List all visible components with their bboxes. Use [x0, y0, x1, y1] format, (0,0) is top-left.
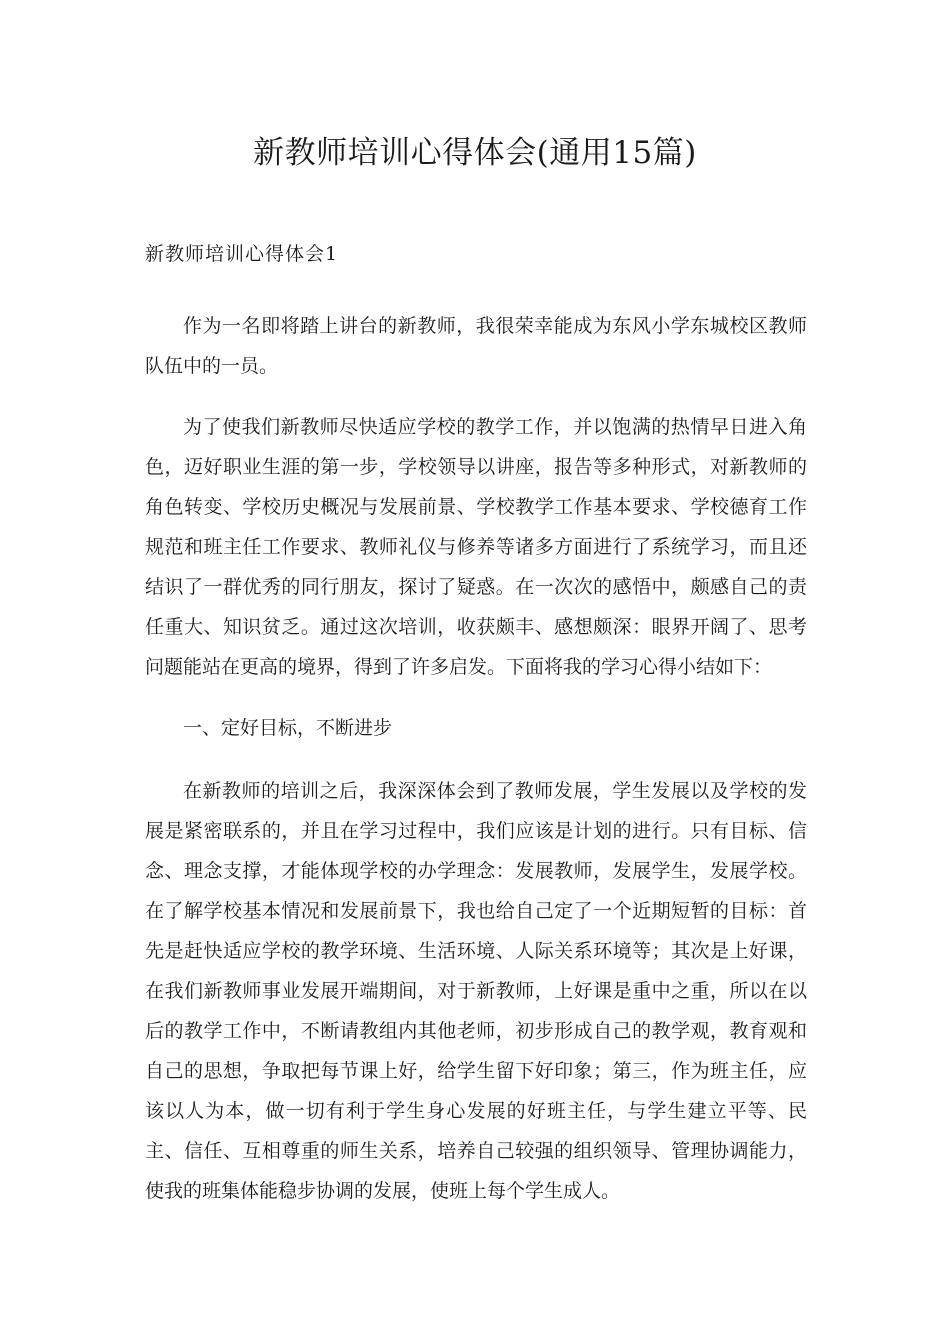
paragraph-training: 为了使我们新教师尽快适应学校的教学工作，并以饱满的热情早日进入角色，迈好职业生涯的第一步，学校领导以讲座，报告等多种形式，对新教师的角色转变、学校历史概况与发展前景、学校教学工作基本要求、学校德育工作规范和班主任工作要求、教师礼仪与修养等诸多方面进行了系统学习，而且还结识了一群优秀的同行朋友，探讨了疑惑。在一次次的感悟中，颇感自己的责任重大、知识贫乏。通过这次培训，收获颇丰、感想颇深：眼界开阔了、思考问题能站在更高的境界，得到了许多启发。下面将我的学习心得小结如下：	[145, 416, 807, 678]
paragraph-goals: 在新教师的培训之后，我深深体会到了教师发展，学生发展以及学校的发展是紧密联系的，并且在学习过程中，我们应该是计划的进行。只有目标、信念、理念支撑，才能体现学校的办学理念：发展教师，发展学生，发展学校。在了解学校基本情况和发展前景下，我也给自己定了一个近期短暂的目标：首先是赶快适应学校的教学环境、生活环境、人际关系环境等；其次是上好课，在我们新教师事业发展开端期间，对于新教师，上好课是重中之重，所以在以后的教学工作中，不断请教组内其他老师，初步形成自己的教学观，教育观和自己的思想，争取把每节课上好，给学生留下好印象；第三，作为班主任，应该以人为本，做一切有利于学生身心发展的好班主任，与学生建立平等、民主、信任、互相尊重的师生关系，培养自己较强的组织领导、管理协调能力，使我的班集体能稳步协调的发展，使班上每个学生成人。	[145, 780, 807, 1202]
document-title: 新教师培训心得体会(通用15篇)	[253, 135, 697, 171]
section-heading-goals: 一、定好目标，不断进步	[183, 717, 393, 739]
document-body	[145, 306, 807, 1232]
paragraph-intro: 作为一名即将踏上讲台的新教师，我很荣幸能成为东风小学东城校区教师队伍中的一员。	[145, 315, 807, 377]
section-subtitle: 新教师培训心得体会1	[145, 243, 339, 265]
